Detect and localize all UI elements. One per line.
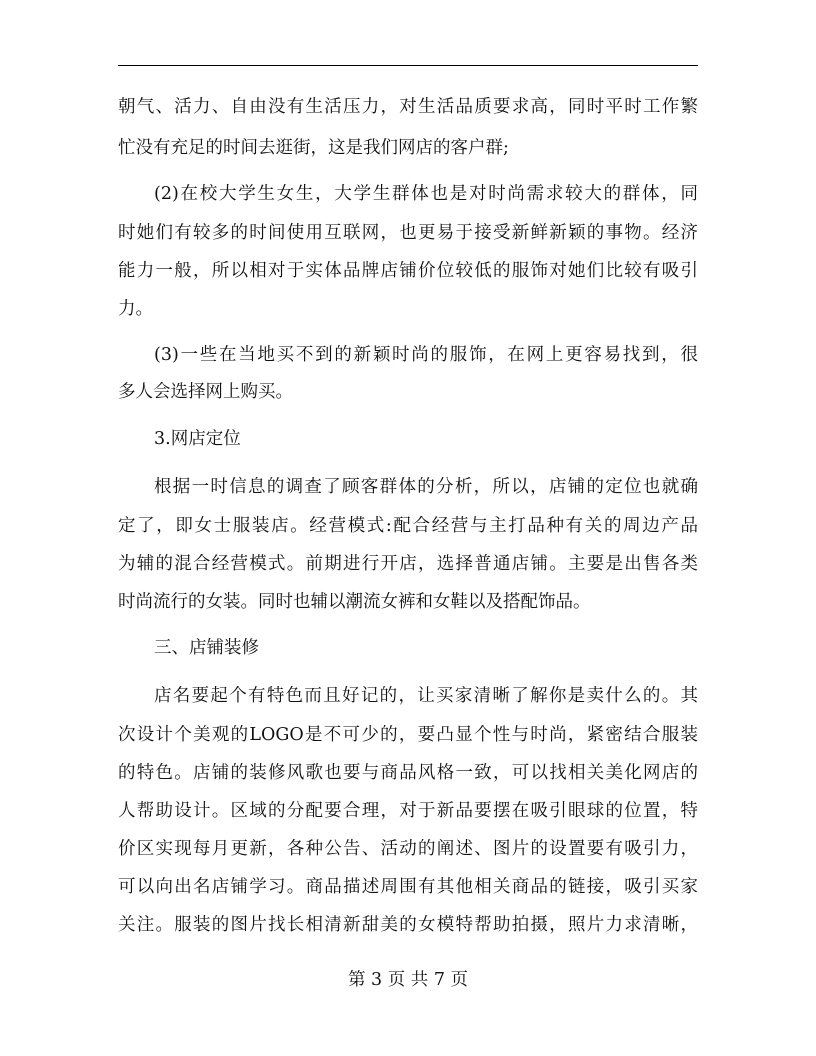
section-heading: 三、店铺装修 (154, 638, 259, 658)
section-heading: 3.网店定位 (154, 429, 241, 449)
text-line: 时她们有较多的时间使用互联网，也更易于接受新鲜新颖的事物。经济 (118, 223, 698, 243)
text-line: 可以向出名店铺学习。商品描述周围有其他相关商品的链接，吸引买家 (118, 877, 698, 897)
text-line: 能力一般，所以相对于实体品牌店铺价位较低的服饰对她们比较有吸引 (118, 261, 698, 281)
text-line: (2)在校大学生女生，大学生群体也是对时尚需求较大的群体，同 (154, 184, 698, 204)
text-line: 朝气、活力、自由没有生活压力，对生活品质要求高，同时平时工作繁 (118, 97, 698, 117)
page-footer: 第 3 页 共 7 页 (347, 970, 469, 990)
text-line: 多人会选择网上购买。 (118, 382, 293, 402)
text-line: 定了，即女士服装店。经营模式:配合经营与主打品种有关的周边产品 (118, 516, 698, 536)
text-line: 价区实现每月更新，各种公告、活动的阐述、图片的设置要有吸引力， (118, 839, 698, 859)
text-line: 关注。服装的图片找长相清新甜美的女模特帮助拍摄，照片力求清晰， (118, 915, 698, 935)
text-line: 人帮助设计。区域的分配要合理，对于新品要摆在吸引眼球的位置，特 (118, 801, 698, 821)
text-line: 时尚流行的女装。同时也辅以潮流女裤和女鞋以及搭配饰品。 (118, 592, 591, 612)
text-line: 力。 (118, 299, 153, 319)
text-line: 次设计个美观的LOGO是不可少的，要凸显个性与时尚，紧密结合服装 (118, 725, 698, 745)
text-line: 的特色。店铺的装修风歌也要与商品风格一致，可以找相关美化网店的 (118, 763, 698, 783)
header-rule (118, 65, 698, 66)
text-line: (3)一些在当地买不到的新颖时尚的服饰，在网上更容易找到，很 (154, 345, 698, 365)
text-line: 店名要起个有特色而且好记的，让买家清晰了解你是卖什么的。其 (154, 686, 698, 706)
text-line: 根据一时信息的调查了顾客群体的分析，所以，店铺的定位也就确 (154, 477, 698, 497)
text-line: 忙没有充足的时间去逛街，这是我们网店的客户群; (118, 138, 509, 158)
text-line: 为辅的混合经营模式。前期进行开店，选择普通店铺。主要是出售各类 (118, 554, 698, 574)
